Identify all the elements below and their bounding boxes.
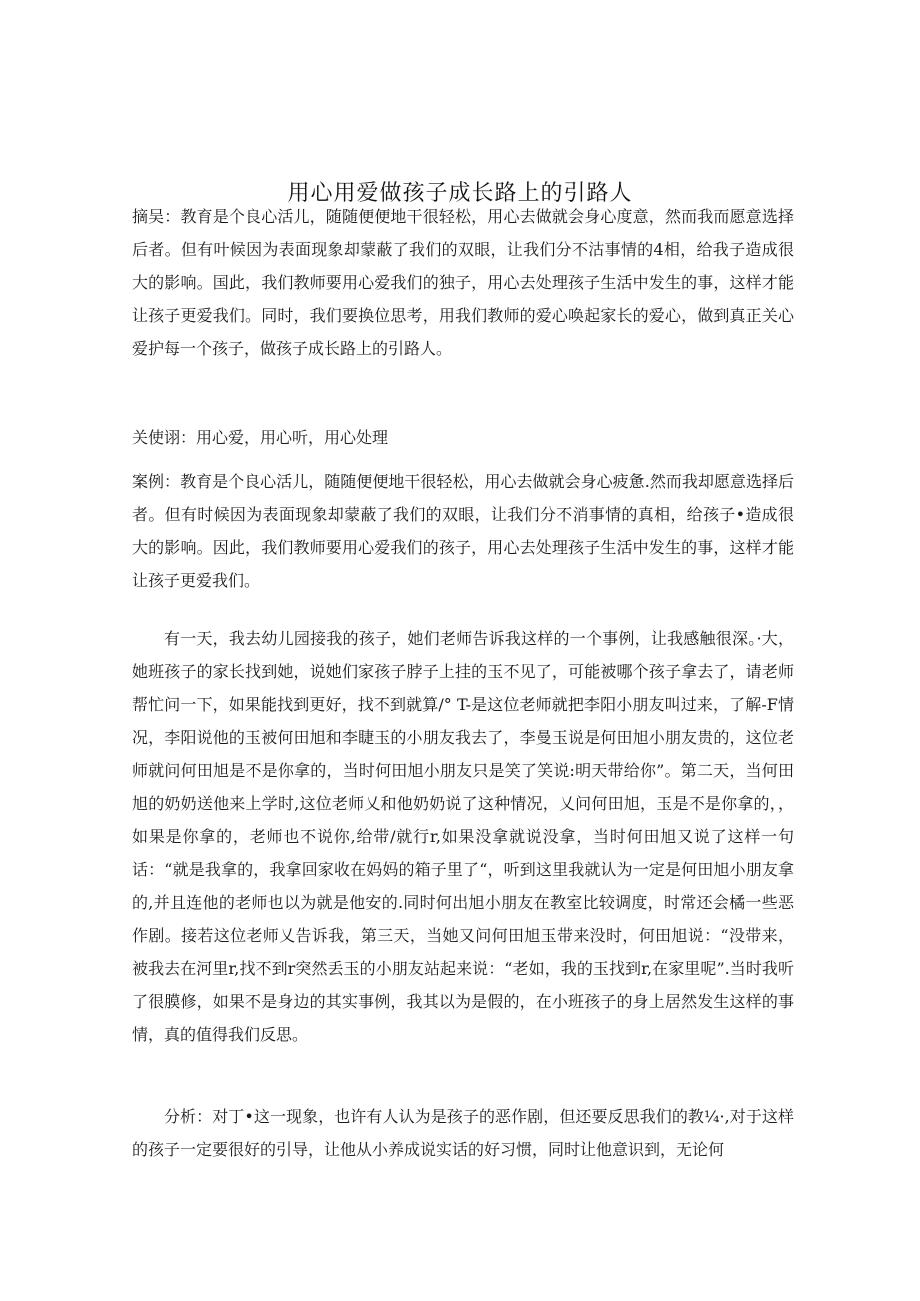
- analysis-paragraph: 分析：对丁•这一现象，也许有人认为是孩子的恶作剧，但还要反思我们的教¼·,对于这样的孩子一定要很好的引导，让他从小养成说实话的好习惯，同时让他意识到，无论何: [132, 1107, 794, 1159]
- keywords-line: 关使诩：用心爱，用心听，用心处理: [132, 428, 389, 447]
- document-title: 用心用爱做孩子成长路上的引路人: [287, 181, 633, 206]
- abstract-paragraph: 摘吴：教育是个良心活儿，随随便便地干很轻松，用心去做就会身心度意，然而我而愿意选择后者。但有叶候因为表面现象却蒙蔽了我们的双眼，让我们分不沽事情的4相，给我子造成很大的影响。国此，我们教师要用心爱我们的独子，用心去处理孩子生活中发生的事，这样才能让孩子更爱我们。同时，我们要换位思考，用我们教师的爱心唤起家长的爱心，做到真正关心爱护每一个孩子，做孩子成长路上的引路人。: [132, 207, 794, 358]
- case-paragraph: 案例：教育是个良心活儿，随随便便地干很轻松，用心去做就会身心疲惫.然而我却愿意选择后者。但有时候因为表面现象却蒙蔽了我们的双眼，让我们分不消事情的真相，给孩子•造成很大的影响。因此，我们教师要用心爱我们的孩子，用心去处理孩子生活中发生的事，这样才能让孩子更爱我们。: [132, 472, 794, 590]
- story-paragraph: 有一天，我去幼儿园接我的孩子，她们老师告诉我这样的一个事例，让我感触很深。·大，她班孩子的家长找到她，说她们家孩子脖子上挂的玉不见了，可能被哪个孩子拿去了，请老师帮忙问一下，如果能找到更好，找不到就算/° T-是这位老师就把李阳小朋友叫过来，了解-F情况，李阳说他的玉被何田旭和李睫玉的小朋友我去了，李曼玉说是何田旭小朋友贵的，这位老师就问何田旭是不是你拿的，当时何田旭小朋友只是笑了笑说:明天带给你”。第二天，当何田旭的奶奶送他来上学时,这位老师乂和他奶奶说了这种情况，乂问何田旭，玉是不是你拿的，，如果是你拿的，老师也不说你,给带/就行r,如果没拿就说没拿，当时何田旭又说了这样一句话：“就是我拿的，我拿回家收在妈妈的箱子里了“，听到这里我就认为一定是何田旭小朋友拿的,并且连他的老师也以为就是他安的.同时何出旭小朋友在教室比较调度，时常还会橘一些恶作剧。接若这位老师乂告诉我，第三天，当她又问何田旭玉带来没时，何田旭说：“没带来，被我去在河里r,找不到r突然丢玉的小朋友站起来说：“老如，我的玉找到r,在家里呢”.当时我听了很膜修，如果不是身边的其实事例，我其以为是假的，在小班孩子的身上居然发生这样的事情，真的值得我们反思。: [132, 629, 794, 1044]
